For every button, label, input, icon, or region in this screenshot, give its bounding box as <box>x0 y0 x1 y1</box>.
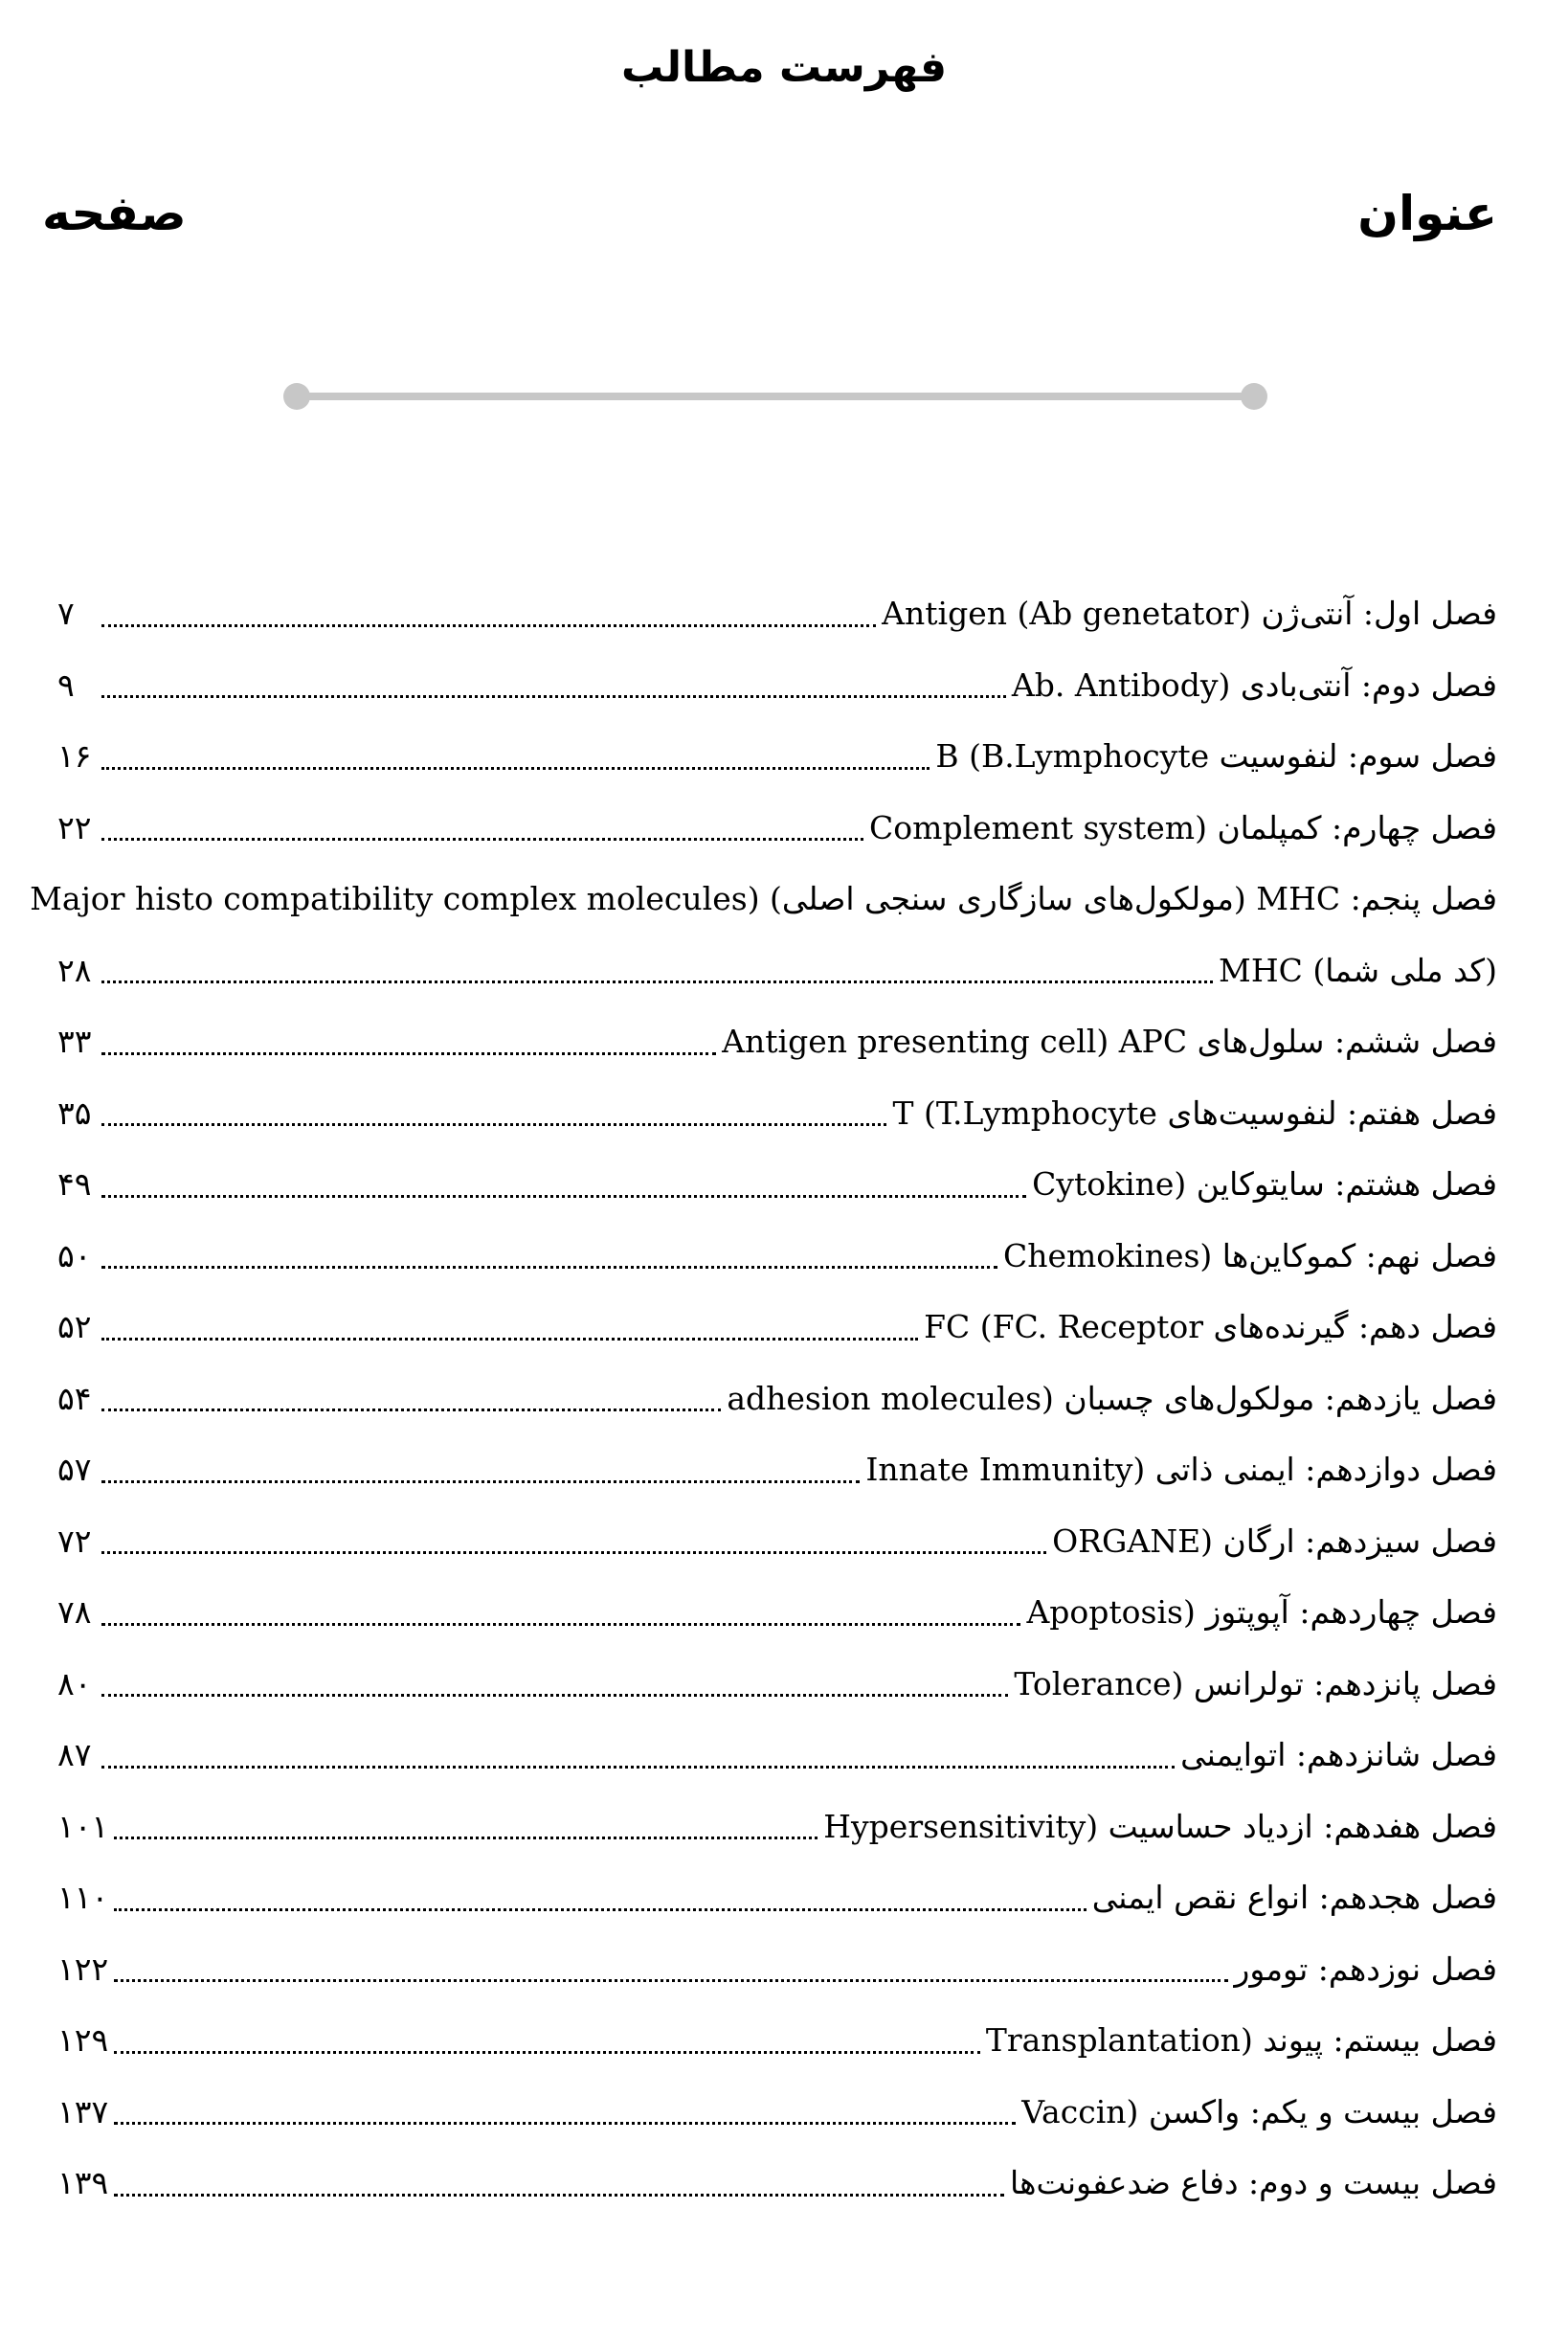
toc-entry-page: ۳۵ <box>57 1093 92 1132</box>
toc-entry-title: فصل سیزدهم: ارگان (ORGANE <box>1052 1521 1497 1560</box>
toc-entry-page: ۸۰ <box>57 1664 92 1702</box>
dot-leader <box>114 2193 1004 2197</box>
toc-entry-title: MHC (کد ملی شما) <box>1219 951 1497 989</box>
toc-entry-title: فصل ششم: سلول‌های Antigen presenting cell) APC <box>722 1023 1497 1060</box>
dot-leader <box>101 837 863 841</box>
toc-entry-title: فصل اول: آنتی‌ژن (Antigen (Ab genetator <box>882 595 1497 632</box>
toc-entry-page: ۱۲۲ <box>57 1950 109 1988</box>
toc-entry-title: فصل نوزدهم: تومور <box>1234 1950 1497 1988</box>
divider-left-dot <box>283 383 310 410</box>
dot-leader <box>101 1122 886 1126</box>
title-column-header: عنوان <box>1357 186 1497 241</box>
toc-entry[interactable] <box>57 1006 1497 1078</box>
toc-entry-page: ۱۶ <box>57 737 92 775</box>
dot-leader <box>101 1550 1046 1554</box>
toc-entry[interactable] <box>57 1149 1497 1221</box>
toc-entry[interactable] <box>57 1720 1497 1792</box>
dot-leader <box>101 1622 1020 1626</box>
toc-entry-page: ۷۲ <box>57 1521 92 1560</box>
toc-entry-title: فصل هفتم: لنفوسیت‌های T (T.Lymphocyte <box>892 1093 1497 1132</box>
toc-entry-title: فصل دهم: گیرنده‌های FC (FC. Receptor <box>924 1308 1497 1345</box>
dot-leader <box>101 1693 1008 1697</box>
toc-entry-page: ۱۰۱ <box>57 1807 109 1845</box>
dot-leader <box>114 1836 818 1839</box>
toc-entry-page: ۱۳۹ <box>57 2164 109 2201</box>
toc-entry[interactable] <box>57 2005 1497 2077</box>
divider-right-dot <box>1241 383 1267 410</box>
dot-leader <box>114 2050 980 2054</box>
toc-entry[interactable] <box>57 2148 1497 2220</box>
toc-entry-page: ۲۲ <box>57 808 92 846</box>
page-title: فهرست مطالب <box>620 43 948 92</box>
dot-leader <box>101 623 876 627</box>
toc-entry-page: ۹ <box>57 665 75 704</box>
dot-leader <box>114 1907 1086 1911</box>
toc-entry-title: فصل دوم: آنتی‌بادی (Ab. Antibody <box>1011 665 1497 704</box>
toc-entry[interactable] <box>57 1649 1497 1721</box>
toc-entry-title: فصل پانزدهم: تولرانس (Tolerance <box>1014 1664 1497 1702</box>
toc-entry-title: فصل هفدهم: ازدیاد حساسیت (Hypersensitivity <box>823 1807 1497 1845</box>
toc-entry-page: ۷۸ <box>57 1593 92 1631</box>
dot-leader <box>101 1194 1026 1198</box>
toc-entry[interactable] <box>57 1292 1497 1364</box>
toc-entry[interactable] <box>57 721 1497 793</box>
toc-entry-title: فصل بیست و یکم: واکسن (Vaccin <box>1021 2092 1497 2130</box>
toc-entry-title: فصل چهاردهم: آپوپتوز (Apoptosis <box>1026 1593 1497 1631</box>
toc-entry-title: فصل نهم: کموکاین‌ها (Chemokines <box>1002 1236 1497 1274</box>
toc-entry-page: ۵۰ <box>57 1236 92 1274</box>
toc-entry-title: فصل هشتم: سایتوکاین (Cytokine <box>1032 1165 1497 1203</box>
toc-entry[interactable] <box>57 1792 1497 1863</box>
toc-entry-title: فصل بیست و دوم: دفاع ضدعفونت‌ها <box>1010 2164 1497 2201</box>
toc-entry[interactable] <box>57 1078 1497 1150</box>
toc-entry-page: ۴۹ <box>57 1165 92 1203</box>
toc-entry-title: فصل شانزدهم: اتوایمنی <box>1180 1736 1497 1773</box>
dot-leader <box>101 1265 997 1269</box>
dot-leader <box>101 1765 1175 1769</box>
toc-entry-title: فصل یازدهم: مولکول‌های چسبان (adhesion molecules <box>727 1379 1497 1417</box>
dot-leader <box>101 1051 716 1055</box>
toc-entry[interactable] <box>57 1506 1497 1578</box>
toc-entry-page: ۵۴ <box>57 1379 92 1417</box>
page-column-header: صفحه <box>42 186 187 241</box>
toc-entry-page: ۵۲ <box>57 1308 92 1345</box>
toc-entry[interactable] <box>30 864 1497 935</box>
dot-leader <box>101 980 1213 983</box>
divider-line <box>297 393 1254 400</box>
dot-leader <box>101 766 930 770</box>
toc-entry[interactable] <box>57 2077 1497 2149</box>
toc-entry-page: ۵۷ <box>57 1451 92 1488</box>
toc-entry[interactable] <box>57 1577 1497 1649</box>
toc-entry-page: ۱۱۰ <box>57 1879 109 1916</box>
toc-entry[interactable] <box>57 578 1497 650</box>
toc-entry[interactable] <box>57 935 1497 1007</box>
dot-leader <box>101 1337 918 1341</box>
toc-entry[interactable] <box>57 1434 1497 1506</box>
toc-entry[interactable] <box>57 1934 1497 2006</box>
toc-entry[interactable] <box>57 793 1497 865</box>
dot-leader <box>101 1408 721 1411</box>
toc-entry-page: ۱۲۹ <box>57 2021 109 2059</box>
toc-entry-title: فصل پنجم: MHC (مولکول‌های سازگاری سنجی اصلی) (Major histo compatibility complex molecules <box>30 880 1497 917</box>
toc-entry-page: ۳۳ <box>57 1023 92 1060</box>
toc-entry-title: فصل بیستم: پیوند (Transplantation <box>985 2021 1497 2059</box>
toc-entry-title: فصل سوم: لنفوسیت B (B.Lymphocyte <box>935 737 1497 775</box>
toc-entry-page: ۱۳۷ <box>57 2092 109 2130</box>
toc-entry-page: ۷ <box>57 595 75 632</box>
toc-entry-title: فصل چهارم: کمپلمان (Complement system <box>869 808 1497 846</box>
toc-entry[interactable] <box>57 1862 1497 1934</box>
toc-entry-title: فصل دوازدهم: ایمنی ذاتی (Innate Immunity <box>865 1451 1497 1488</box>
dot-leader <box>114 2121 1016 2125</box>
dot-leader <box>101 694 1006 698</box>
toc-entry[interactable] <box>57 1221 1497 1293</box>
toc-entry-page: ۲۸ <box>57 951 92 989</box>
table-of-contents <box>30 578 1497 2220</box>
dot-leader <box>114 1978 1228 1982</box>
toc-entry-page: ۸۷ <box>57 1736 92 1773</box>
toc-entry[interactable] <box>57 650 1497 722</box>
dot-leader <box>101 1479 860 1483</box>
toc-entry[interactable] <box>57 1364 1497 1435</box>
toc-entry-title: فصل هجدهم: انواع نقص ایمنی <box>1091 1879 1497 1916</box>
